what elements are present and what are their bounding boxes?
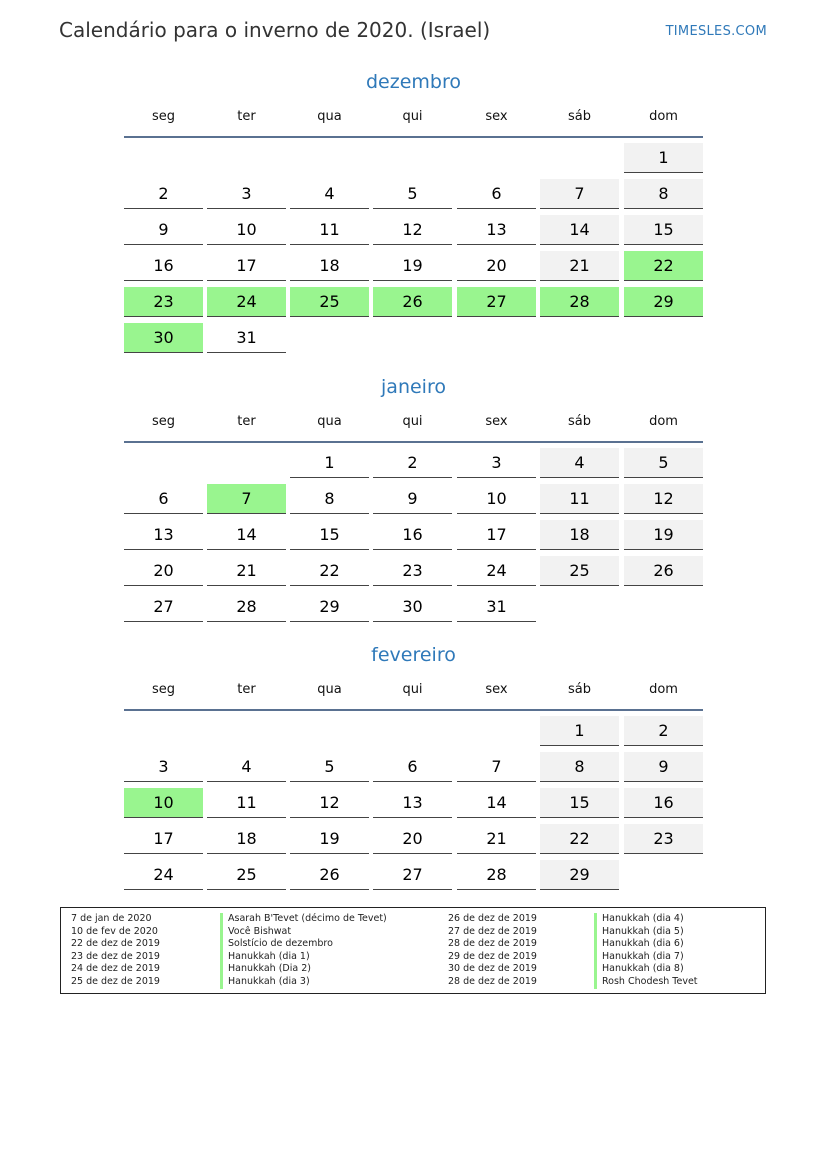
day-cell[interactable]: 14: [457, 788, 536, 818]
day-cell[interactable]: 19: [624, 520, 703, 550]
day-cell[interactable]: 17: [207, 251, 286, 281]
legend-holiday-name: Hanukkah (dia 8): [594, 963, 698, 976]
day-cell[interactable]: 22: [624, 251, 703, 281]
day-cell[interactable]: 5: [373, 179, 452, 209]
weekday-0: seg: [151, 414, 176, 429]
day-cell[interactable]: 26: [290, 860, 369, 890]
weekday-1: ter: [237, 109, 256, 124]
weekday-3: qui: [402, 109, 423, 124]
day-cell[interactable]: 29: [540, 860, 619, 890]
legend-holiday-name: Solstício de dezembro: [220, 938, 387, 951]
day-cell[interactable]: 26: [373, 287, 452, 317]
legend-holiday-name: Hanukkah (Dia 2): [220, 963, 387, 976]
weekday-5: sáb: [568, 682, 591, 697]
day-cell[interactable]: 8: [540, 752, 619, 782]
day-cell[interactable]: 1: [540, 716, 619, 746]
day-cell[interactable]: 4: [290, 179, 369, 209]
day-cell[interactable]: 21: [457, 824, 536, 854]
legend-holiday-name: Hanukkah (dia 5): [594, 926, 698, 939]
legend-date: 23 de dez de 2019: [71, 950, 160, 962]
day-cell[interactable]: 14: [540, 215, 619, 245]
day-cell[interactable]: 7: [457, 752, 536, 782]
day-cell[interactable]: 22: [540, 824, 619, 854]
day-cell[interactable]: 6: [373, 752, 452, 782]
weekday-3: qui: [402, 414, 423, 429]
day-cell[interactable]: 25: [290, 287, 369, 317]
day-cell[interactable]: 9: [124, 215, 203, 245]
day-cell[interactable]: 6: [124, 484, 203, 514]
day-cell[interactable]: 19: [290, 824, 369, 854]
legend-date: 30 de dez de 2019: [448, 963, 537, 975]
day-cell[interactable]: 5: [290, 752, 369, 782]
legend-date: 7 de jan de 2020: [71, 913, 152, 924]
legend-date: 10 de fev de 2020: [71, 925, 158, 937]
weekday-5: sáb: [568, 414, 591, 429]
legend-right-dates: [448, 913, 537, 989]
day-cell[interactable]: 12: [373, 215, 452, 245]
legend-left-names: [220, 913, 387, 989]
day-cell[interactable]: 6: [457, 179, 536, 209]
day-cell[interactable]: 15: [290, 520, 369, 550]
day-cell[interactable]: 20: [457, 251, 536, 281]
weekday-5: sáb: [568, 109, 591, 124]
weekday-6: dom: [649, 682, 678, 697]
legend-holiday-name: Hanukkah (dia 6): [594, 938, 698, 951]
weekday-4: sex: [485, 109, 508, 124]
day-cell[interactable]: 23: [373, 556, 452, 586]
weekday-6: dom: [649, 109, 678, 124]
legend-holiday-name: Você Bishwat: [220, 926, 387, 939]
weekday-2: qua: [317, 682, 342, 697]
day-cell[interactable]: 24: [207, 287, 286, 317]
day-cell[interactable]: 7: [540, 179, 619, 209]
day-cell[interactable]: 10: [207, 215, 286, 245]
legend-date: 22 de dez de 2019: [71, 938, 160, 950]
day-cell[interactable]: 12: [624, 484, 703, 514]
weekday-4: sex: [485, 682, 508, 697]
day-cell[interactable]: 3: [207, 179, 286, 209]
day-cell[interactable]: 27: [124, 592, 203, 622]
day-cell[interactable]: 16: [124, 251, 203, 281]
day-cell[interactable]: 24: [457, 556, 536, 586]
day-cell[interactable]: 13: [124, 520, 203, 550]
day-cell[interactable]: 18: [207, 824, 286, 854]
weekday-2: qua: [317, 414, 342, 429]
day-cell[interactable]: 20: [124, 556, 203, 586]
month-name: janeiro: [381, 376, 446, 398]
day-cell[interactable]: 2: [373, 448, 452, 478]
day-cell[interactable]: 30: [373, 592, 452, 622]
day-cell[interactable]: 29: [624, 287, 703, 317]
day-cell[interactable]: 9: [624, 752, 703, 782]
day-cell[interactable]: 14: [207, 520, 286, 550]
day-cell[interactable]: 16: [624, 788, 703, 818]
legend-right-names: [594, 913, 698, 989]
legend-holiday-name: Hanukkah (dia 1): [220, 951, 387, 964]
day-cell[interactable]: 12: [290, 788, 369, 818]
legend-holiday-name: Hanukkah (dia 3): [220, 976, 387, 989]
day-cell[interactable]: 5: [624, 448, 703, 478]
day-cell[interactable]: 31: [207, 323, 286, 353]
day-cell[interactable]: 2: [624, 716, 703, 746]
legend-date: 25 de dez de 2019: [71, 975, 160, 987]
day-cell[interactable]: 31: [457, 592, 536, 622]
month-name: dezembro: [366, 71, 461, 93]
day-cell[interactable]: 1: [290, 448, 369, 478]
day-cell[interactable]: 11: [207, 788, 286, 818]
weekday-0: seg: [151, 109, 176, 124]
day-cell[interactable]: 24: [124, 860, 203, 890]
day-cell[interactable]: 3: [457, 448, 536, 478]
day-cell[interactable]: 25: [207, 860, 286, 890]
day-cell[interactable]: 19: [373, 251, 452, 281]
weekday-header: [124, 411, 703, 443]
legend-date: 26 de dez de 2019: [448, 913, 537, 924]
day-cell[interactable]: 26: [624, 556, 703, 586]
day-cell[interactable]: 7: [207, 484, 286, 514]
day-cell[interactable]: 21: [207, 556, 286, 586]
day-cell[interactable]: 22: [290, 556, 369, 586]
day-cell[interactable]: 28: [207, 592, 286, 622]
day-cell[interactable]: 27: [457, 287, 536, 317]
day-cell[interactable]: 11: [290, 215, 369, 245]
month-janeiro: [124, 373, 703, 616]
legend-holiday-name: Hanukkah (dia 4): [594, 913, 698, 926]
day-cell[interactable]: 18: [290, 251, 369, 281]
day-cell[interactable]: 4: [207, 752, 286, 782]
weekday-3: qui: [402, 682, 423, 697]
day-cell[interactable]: 8: [290, 484, 369, 514]
day-cell[interactable]: 10: [457, 484, 536, 514]
weekday-6: dom: [649, 414, 678, 429]
day-cell[interactable]: 23: [124, 287, 203, 317]
month-dezembro: [124, 68, 703, 347]
day-cell[interactable]: 3: [124, 752, 203, 782]
day-cell[interactable]: 13: [373, 788, 452, 818]
weekday-header: [124, 106, 703, 138]
day-cell[interactable]: 28: [540, 287, 619, 317]
day-cell[interactable]: 16: [373, 520, 452, 550]
day-cell[interactable]: 9: [373, 484, 452, 514]
day-cell[interactable]: 20: [373, 824, 452, 854]
weekday-2: qua: [317, 109, 342, 124]
legend-date: 24 de dez de 2019: [71, 963, 160, 975]
legend-date: 28 de dez de 2019: [448, 938, 537, 950]
day-cell[interactable]: 13: [457, 215, 536, 245]
day-cell[interactable]: 11: [540, 484, 619, 514]
day-cell[interactable]: 17: [124, 824, 203, 854]
legend-date: 29 de dez de 2019: [448, 950, 537, 962]
legend-left-dates: [71, 913, 160, 989]
brand-logo[interactable]: TIMESLES.COM: [665, 24, 767, 39]
holiday-legend: [60, 907, 766, 994]
day-cell[interactable]: 23: [624, 824, 703, 854]
day-cell[interactable]: 2: [124, 179, 203, 209]
day-cell[interactable]: 8: [624, 179, 703, 209]
day-cell[interactable]: 1: [624, 143, 703, 173]
month-name: fevereiro: [371, 644, 456, 666]
day-cell[interactable]: 21: [540, 251, 619, 281]
day-cell[interactable]: 15: [624, 215, 703, 245]
day-cell[interactable]: 17: [457, 520, 536, 550]
weekday-4: sex: [485, 414, 508, 429]
weekday-header: [124, 679, 703, 711]
day-cell[interactable]: 27: [373, 860, 452, 890]
day-cell[interactable]: 28: [457, 860, 536, 890]
legend-date: 27 de dez de 2019: [448, 925, 537, 937]
weekday-1: ter: [237, 414, 256, 429]
legend-holiday-name: Rosh Chodesh Tevet: [594, 976, 698, 989]
legend-holiday-name: Hanukkah (dia 7): [594, 951, 698, 964]
legend-date: 28 de dez de 2019: [448, 975, 537, 987]
month-fevereiro: [124, 641, 703, 884]
weekday-1: ter: [237, 682, 256, 697]
day-cell[interactable]: 10: [124, 788, 203, 818]
legend-holiday-name: Asarah B'Tevet (décimo de Tevet): [220, 913, 387, 926]
day-cell[interactable]: 18: [540, 520, 619, 550]
day-cell[interactable]: 15: [540, 788, 619, 818]
day-cell[interactable]: 29: [290, 592, 369, 622]
day-cell[interactable]: 30: [124, 323, 203, 353]
day-cell[interactable]: 4: [540, 448, 619, 478]
weekday-0: seg: [151, 682, 176, 697]
day-cell[interactable]: 25: [540, 556, 619, 586]
page-title: Calendário para o inverno de 2020. (Israel): [59, 18, 491, 42]
